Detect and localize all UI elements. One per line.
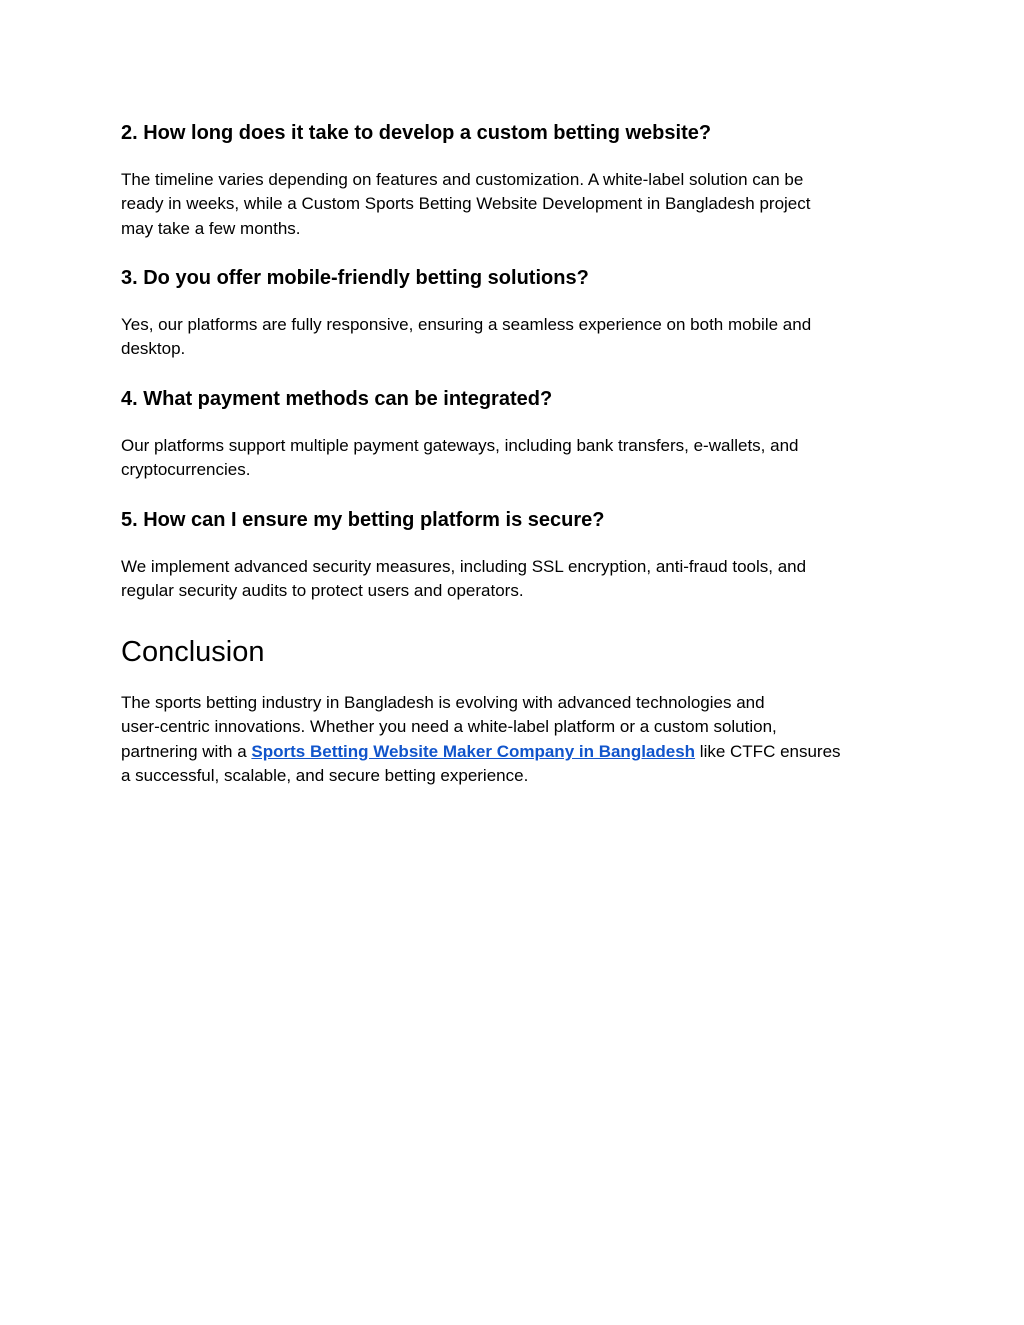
conclusion-heading: Conclusion (121, 636, 265, 668)
answer-line: may take a few months. (121, 218, 301, 238)
paragraph-line: The sports betting industry in Bangladesh is evolving with advanced technologies and (121, 693, 765, 712)
answer-line: cryptocurrencies. (121, 460, 251, 480)
answer-line: The timeline varies depending on features and customization. A white-label solution can be (121, 170, 804, 189)
faq-question-3: 3. Do you offer mobile-friendly betting solutions? (121, 267, 589, 289)
company-link[interactable]: Sports Betting Website Maker Company in Bangladesh (251, 741, 696, 761)
faq-answer-5 (121, 555, 911, 604)
answer-line: desktop. (121, 339, 186, 359)
faq-question-4: 4. What payment methods can be integrated? (121, 388, 553, 410)
conclusion-paragraph (121, 691, 911, 788)
faq-answer-3 (121, 313, 911, 362)
faq-answer-2 (121, 168, 911, 241)
answer-line: Our platforms support multiple payment gateways, including bank transfers, e-wallets, and (121, 436, 799, 455)
faq-question-2: 2. How long does it take to develop a custom betting website? (121, 122, 712, 144)
paragraph-line-end: like CTFC ensures (695, 741, 841, 761)
answer-line: ready in weeks, while a Custom Sports Betting Website Development in Bangladesh project (121, 194, 811, 214)
answer-line: regular security audits to protect users and operators. (121, 581, 524, 601)
paragraph-line-start: partnering with a (121, 741, 252, 761)
faq-question-5: 5. How can I ensure my betting platform is secure? (121, 509, 605, 531)
paragraph-line: a successful, scalable, and secure betting experience. (121, 765, 529, 785)
answer-line: We implement advanced security measures, including SSL encryption, anti-fraud tools, and (121, 557, 807, 576)
paragraph-line: user-centric innovations. Whether you need a white-label platform or a custom solution, (121, 717, 777, 737)
answer-line: Yes, our platforms are fully responsive, ensuring a seamless experience on both mobile and (121, 315, 812, 334)
faq-answer-4 (121, 434, 911, 483)
